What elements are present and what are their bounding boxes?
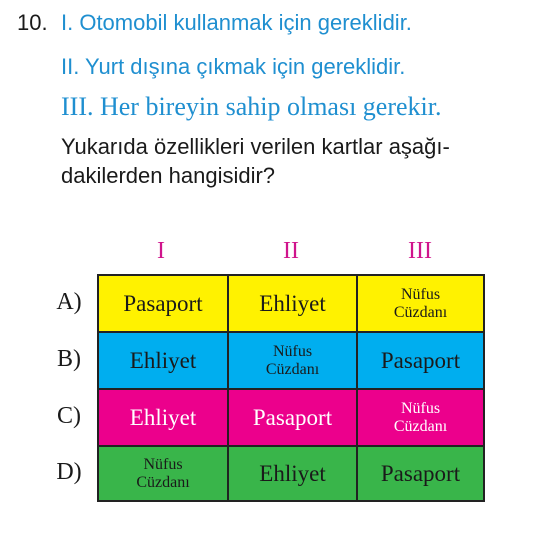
cell-text-line: Nüfus bbox=[400, 399, 441, 417]
cell-text-line: Cüzdanı bbox=[393, 417, 448, 435]
grid-cell-r3-c2 bbox=[229, 390, 358, 447]
grid-cell-r2-c2 bbox=[229, 333, 358, 390]
cell-text-line: Cüzdanı bbox=[265, 360, 320, 378]
cell-text-line: Nüfus bbox=[272, 342, 313, 360]
grid-cell-r2-c3 bbox=[358, 333, 485, 390]
question-prompt-line-1: Yukarıda özellikleri verilen kartlar aşağı- bbox=[61, 134, 450, 159]
question-prompt-line-2: dakilerden hangisidir? bbox=[61, 163, 276, 188]
statement-2: II. Yurt dışına çıkmak için gereklidir. bbox=[61, 54, 406, 79]
options-grid bbox=[97, 274, 485, 502]
option-label-1[interactable]: A) bbox=[56, 288, 82, 315]
statement-3: III. Her bireyin sahip olması gerekir. bbox=[61, 92, 442, 121]
cell-text: Ehliyet bbox=[129, 347, 197, 373]
grid-cell-r1-c1 bbox=[99, 276, 229, 333]
option-label-2[interactable]: B) bbox=[57, 345, 81, 372]
column-header-1: I bbox=[157, 238, 165, 264]
cell-text: Pasaport bbox=[380, 347, 461, 373]
option-label-4[interactable]: D) bbox=[56, 458, 82, 485]
cell-text-line: Cüzdanı bbox=[393, 303, 448, 321]
grid-cell-r1-c3 bbox=[358, 276, 485, 333]
grid-cell-r4-c1 bbox=[99, 447, 229, 502]
cell-text: Ehliyet bbox=[259, 290, 326, 316]
grid-cell-r1-c2 bbox=[229, 276, 358, 333]
cell-text-line: Cüzdanı bbox=[136, 473, 190, 491]
cell-text-line: Nüfus bbox=[143, 455, 183, 473]
grid-cell-r3-c1 bbox=[99, 390, 229, 447]
grid-cell-r4-c3 bbox=[358, 447, 485, 502]
grid-cell-r2-c1 bbox=[99, 333, 229, 390]
cell-text: Ehliyet bbox=[129, 404, 197, 430]
option-label-3[interactable]: C) bbox=[57, 402, 81, 429]
grid-cell-r4-c2 bbox=[229, 447, 358, 502]
question-number: 10. bbox=[17, 10, 48, 35]
cell-text: Ehliyet bbox=[259, 460, 326, 486]
column-header-3: III bbox=[408, 238, 432, 264]
cell-text: Pasaport bbox=[252, 404, 333, 430]
statement-1: I. Otomobil kullanmak için gereklidir. bbox=[61, 10, 412, 35]
grid-cell-r3-c3 bbox=[358, 390, 485, 447]
cell-text: Pasaport bbox=[380, 460, 461, 486]
cell-text: Pasaport bbox=[123, 290, 203, 316]
column-header-2: II bbox=[283, 238, 299, 264]
cell-text-line: Nüfus bbox=[400, 285, 441, 303]
